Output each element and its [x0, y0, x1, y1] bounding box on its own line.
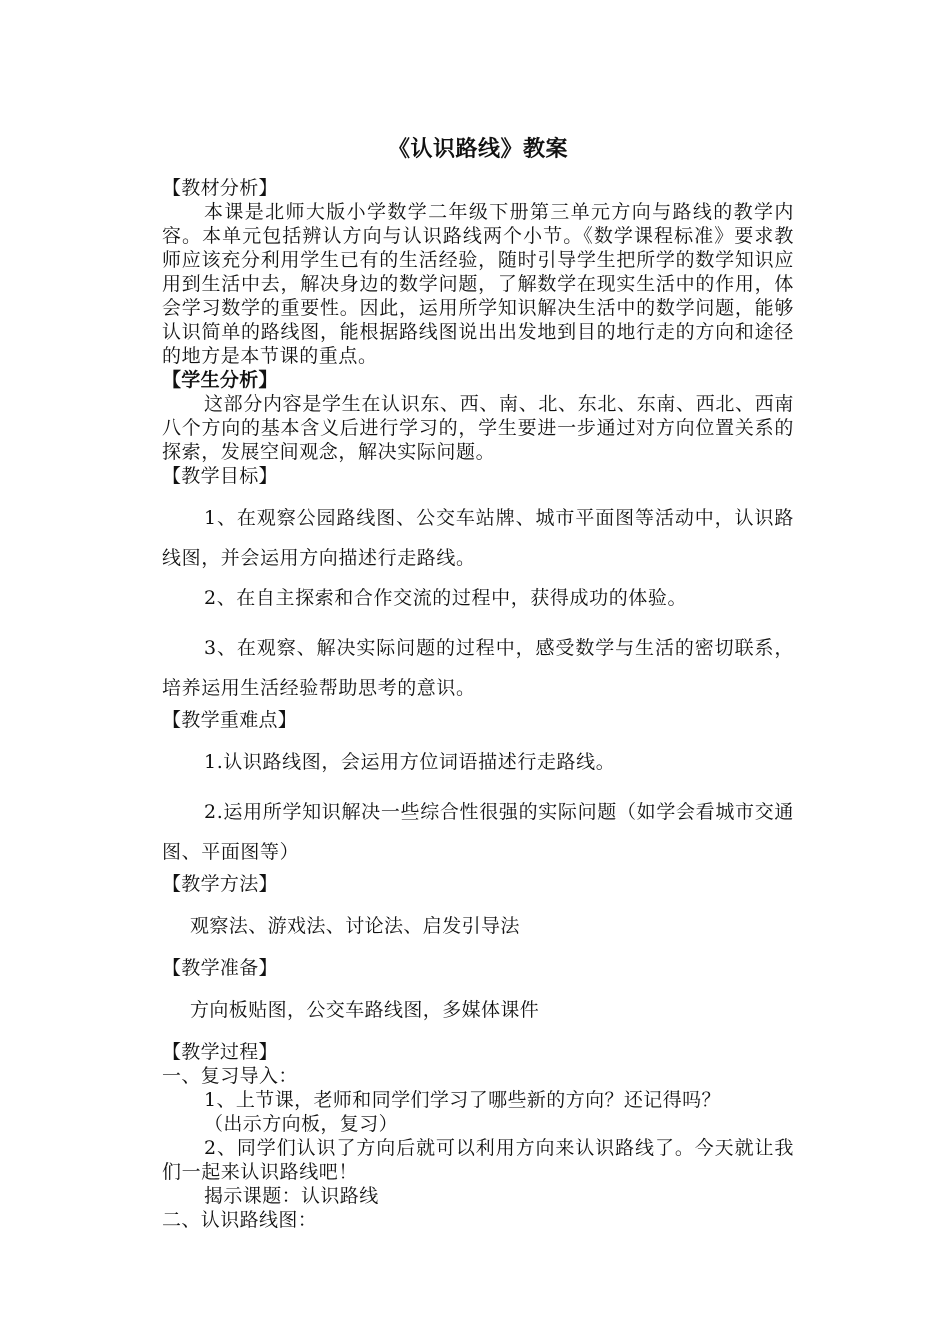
section-heading-methods: 【教学方法】: [162, 873, 278, 895]
process-part1-line3: 揭示课题：认识路线: [204, 1185, 379, 1207]
objective-item: 3、在观察、解决实际问题的过程中，感受数学与生活的密切联系，培养运用生活经验帮助思考的意识。: [162, 637, 794, 699]
process-part1-title: 一、复习导入：: [162, 1065, 298, 1087]
methods-body: 观察法、游戏法、讨论法、启发引导法: [190, 915, 520, 937]
document-title: 《认识路线》教案: [387, 136, 568, 162]
section-heading-student-analysis: 【学生分析】: [162, 369, 278, 391]
preparation-body: 方向板贴图，公交车路线图，多媒体课件: [190, 999, 540, 1021]
process-part1-line1: 1、上节课，老师和同学们学习了哪些新的方向？还记得吗？: [204, 1089, 721, 1111]
section-heading-key-points: 【教学重难点】: [162, 709, 298, 731]
process-part2-title: 二、认识路线图：: [162, 1209, 318, 1231]
document-page: [162, 130, 794, 1232]
objective-item: 2、在自主探索和合作交流的过程中，获得成功的体验。: [204, 587, 688, 609]
section-heading-objectives: 【教学目标】: [162, 465, 278, 487]
section-heading-process: 【教学过程】: [162, 1041, 278, 1063]
key-point-item: 1.认识路线图，会运用方位词语描述行走路线。: [204, 751, 616, 773]
section-heading-preparation: 【教学准备】: [162, 957, 278, 979]
process-part1-line1-note: （出示方向板，复习）: [204, 1113, 399, 1135]
key-point-item: 2.运用所学知识解决一些综合性很强的实际问题（如学会看城市交通图、平面图等）: [162, 801, 794, 863]
textbook-analysis-body: 本课是北师大版小学数学二年级下册第三单元方向与路线的教学内容。本单元包括辨认方向与认识路线两个小节。《数学课程标准》要求教师应该充分利用学生已有的生活经验，随时引导学生把所学的数学知识应用到生活中去，解决身边的数学问题，了解数学在现实生活中的作用，体会学习数学的重要性。因此，运用所学知识解决生活中的数学问题，能够认识简单的路线图，能根据路线图说出出发地到目的地行走的方向和途径的地方是本节课的重点。: [162, 201, 794, 367]
process-part1-line2: 2、同学们认识了方向后就可以利用方向来认识路线了。今天就让我们一起来认识路线吧！: [162, 1137, 794, 1183]
objective-item: 1、在观察公园路线图、公交车站牌、城市平面图等活动中，认识路线图，并会运用方向描述行走路线。: [162, 507, 794, 569]
section-heading-textbook-analysis: 【教材分析】: [162, 177, 278, 199]
student-analysis-body: 这部分内容是学生在认识东、西、南、北、东北、东南、西北、西南八个方向的基本含义后进行学习的，学生要进一步通过对方向位置关系的探索，发展空间观念，解决实际问题。: [162, 393, 794, 463]
